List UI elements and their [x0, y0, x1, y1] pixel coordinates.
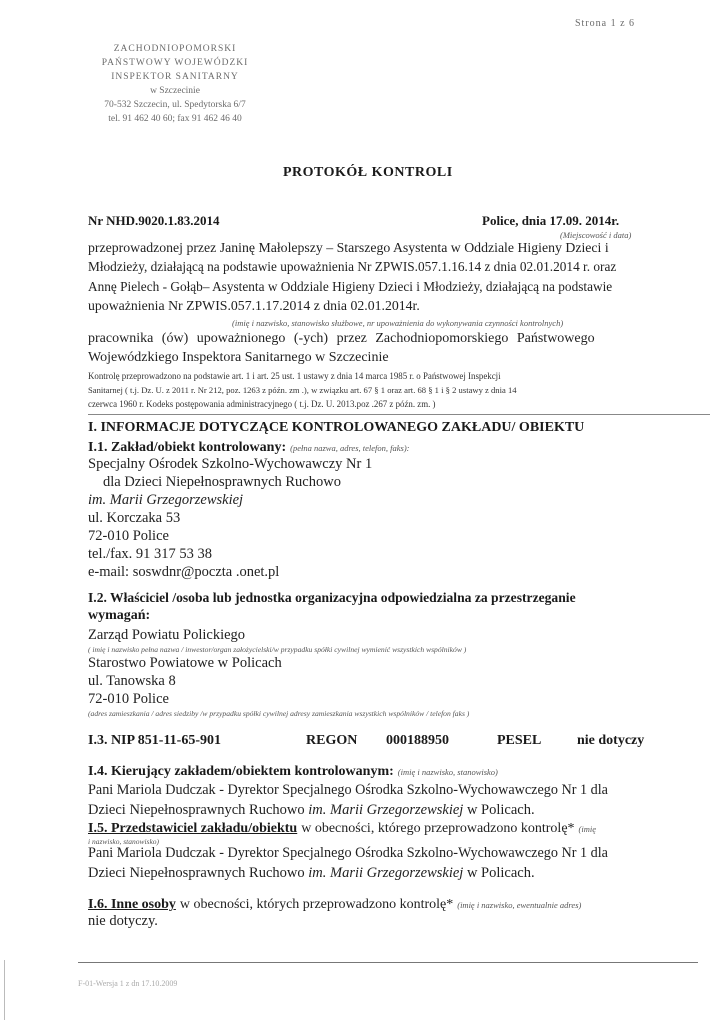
representative-patron: im. Marii Grzegorzewskiej — [308, 865, 464, 881]
intro-line: Annę Pielech - Gołąb– Asystenta w Oddziale Higieny Dzieci i Młodzieży, działającą na podstawie — [88, 279, 613, 294]
subsection-label: I.6. Inne osoby — [88, 897, 176, 912]
protocol-number: Nr NHD.9020.1.83.2014 — [88, 213, 220, 228]
stamp-line: w Szczecinie — [150, 86, 200, 96]
regon-value: 000188950 — [386, 733, 449, 748]
intro-line: pracownika (ów) upoważnionego (-ych) przez Zachodniopomorskiego Państwowego — [88, 331, 595, 346]
subsection-i1 — [88, 438, 410, 456]
divider — [88, 414, 710, 415]
stamp-line: tel. 91 462 40 60; fax 91 462 46 40 — [108, 114, 242, 124]
facility-name: Specjalny Ośrodek Szkolno-Wychowawczy Nr 1 — [88, 456, 373, 472]
subsection-label: I.5. Przedstawiciel zakładu/obiektu — [88, 821, 298, 836]
subsection-note: (imię — [578, 824, 597, 834]
intro-line: Wojewódzkiego Inspektora Sanitarnego w Szczecinie — [88, 350, 389, 365]
facility-email: e-mail: soswdnr@poczta .onet.pl — [88, 564, 280, 580]
institution-stamp — [60, 42, 290, 126]
subsection-note: i nazwisko, stanowisko) — [88, 837, 160, 846]
pesel-label: PESEL — [497, 733, 542, 748]
stamp-line: PAŃSTWOWY WOJEWÓDZKI — [101, 58, 249, 68]
facility-patron: im. Marii Grzegorzewskiej — [88, 492, 244, 508]
subsection-i5 — [88, 819, 596, 837]
legal-basis: Kontrolę przeprowadzono na podstawie art. 1 i art. 25 ust. 1 ustawy z dnia 14 marca 1985 r. o Państwowej Inspekcji — [88, 371, 501, 381]
representative-text: w Policach. — [466, 865, 535, 881]
representative-line — [88, 865, 535, 882]
scan-edge — [4, 960, 5, 1020]
subsection-label: I.4. Kierujący zakładem/obiektem kontrolowanym: — [88, 764, 394, 779]
owner-address: ul. Tanowska 8 — [88, 673, 176, 689]
owner-address: 72-010 Police — [88, 691, 169, 707]
facility-address: ul. Korczaka 53 — [88, 510, 181, 526]
subsection-text: w obecności, którego przeprowadzono kontrolę* — [301, 821, 575, 836]
stamp-line: 70-532 Szczecin, ul. Spedytorska 6/7 — [104, 100, 246, 110]
owner-name: Zarząd Powiatu Polickiego — [88, 627, 246, 643]
document-title: PROTOKÓŁ KONTROLI — [283, 165, 453, 180]
facility-name: dla Dzieci Niepełnosprawnych Ruchowo — [103, 474, 341, 490]
section-heading: I. INFORMACJE DOTYCZĄCE KONTROLOWANEGO ZAKŁADU/ OBIEKTU — [88, 420, 585, 435]
manager-patron: im. Marii Grzegorzewskiej — [308, 802, 464, 818]
representative-line: Pani Mariola Dudczak - Dyrektor Specjalnego Ośrodka Szkolno-Wychowawczego Nr 1 dla — [88, 845, 608, 861]
intro-line: przeprowadzonej przez Janinę Małolepszy – Starszego Asystenta w Oddziale Higieny Dzieci i — [88, 240, 609, 255]
footer-divider — [78, 962, 698, 963]
subsection-i4 — [88, 762, 498, 780]
subsection-text: w obecności, których przeprowadzono kontrolę* — [179, 897, 454, 912]
owner-address: Starostwo Powiatowe w Policach — [88, 655, 282, 671]
regon-label: REGON — [306, 733, 358, 748]
manager-line — [88, 802, 535, 819]
subsection-note: (imię i nazwisko, stanowisko) — [397, 767, 498, 777]
owner-address-note: (adres zamieszkania / adres siedziby /w przypadku spółki cywilnej adresy zamieszkania wszystkich wspólników / telefon faks ) — [88, 709, 470, 718]
facility-city: 72-010 Police — [88, 528, 169, 544]
intro-note: (imię i nazwisko, stanowisko służbowe, nr upoważnienia do wykonywania czynności kontrolnych) — [232, 318, 564, 328]
place-date: Police, dnia 17.09. 2014r. — [482, 213, 620, 228]
representative-text: Dzieci Niepełnosprawnych Ruchowo — [88, 865, 305, 881]
pesel-value: nie dotyczy — [577, 733, 645, 748]
owner-note: ( imię i nazwisko pełna nazwa / inwestor/organ założycielski/w przypadku spółki cywilnej wymienić wszystkich wspólników ) — [88, 645, 467, 654]
page-number: Strona 1 z 6 — [575, 18, 636, 29]
subsection-i6 — [88, 895, 581, 913]
intro-line: upoważnienia Nr ZPWIS.057.1.17.2014 z dnia 02.01.2014r. — [88, 298, 420, 313]
place-date-note: (Miejscowość i data) — [560, 230, 632, 240]
subsection-note: (imię i nazwisko, ewentualnie adres) — [457, 900, 582, 910]
legal-basis: Sanitarnej ( t.j. Dz. U. z 2011 r. Nr 212, poz. 1263 z późn. zm .), w związku art. 67 § 1 oraz art. 68 § 1 i § 2 ustawy z dnia 14 — [88, 385, 517, 395]
subsection-label: I.1. Zakład/obiekt kontrolowany: — [88, 440, 287, 455]
manager-line: Pani Mariola Dudczak - Dyrektor Specjalnego Ośrodka Szkolno-Wychowawczego Nr 1 dla — [88, 782, 608, 798]
subsection-label: I.2. Właściciel /osoba lub jednostka organizacyjna odpowiedzialna za przestrzeganie — [88, 590, 576, 605]
subsection-note: (pełna nazwa, adres, telefon, faks): — [290, 443, 410, 453]
footer-version: F-01-Wersja 1 z dn 17.10.2009 — [78, 979, 178, 988]
subsection-label: wymagań: — [88, 608, 151, 623]
manager-text: Dzieci Niepełnosprawnych Ruchowo — [88, 802, 305, 818]
other-persons-value: nie dotyczy. — [88, 913, 158, 929]
manager-text: w Policach. — [466, 802, 535, 818]
intro-line: Młodzieży, działającą na podstawie upoważnienia Nr ZPWIS.057.1.16.14 z dnia 02.01.2014 r. oraz — [88, 259, 617, 274]
facility-phone: tel./fax. 91 317 53 38 — [88, 546, 213, 562]
stamp-line: INSPEKTOR SANITARNY — [111, 72, 239, 82]
stamp-line: ZACHODNIOPOMORSKI — [113, 44, 237, 54]
nip-number: I.3. NIP 851-11-65-901 — [88, 733, 221, 748]
legal-basis: czerwca 1960 r. Kodeks postępowania administracyjnego ( t.j. Dz. U. 2013.poz .267 z późn. zm. ) — [88, 399, 436, 409]
